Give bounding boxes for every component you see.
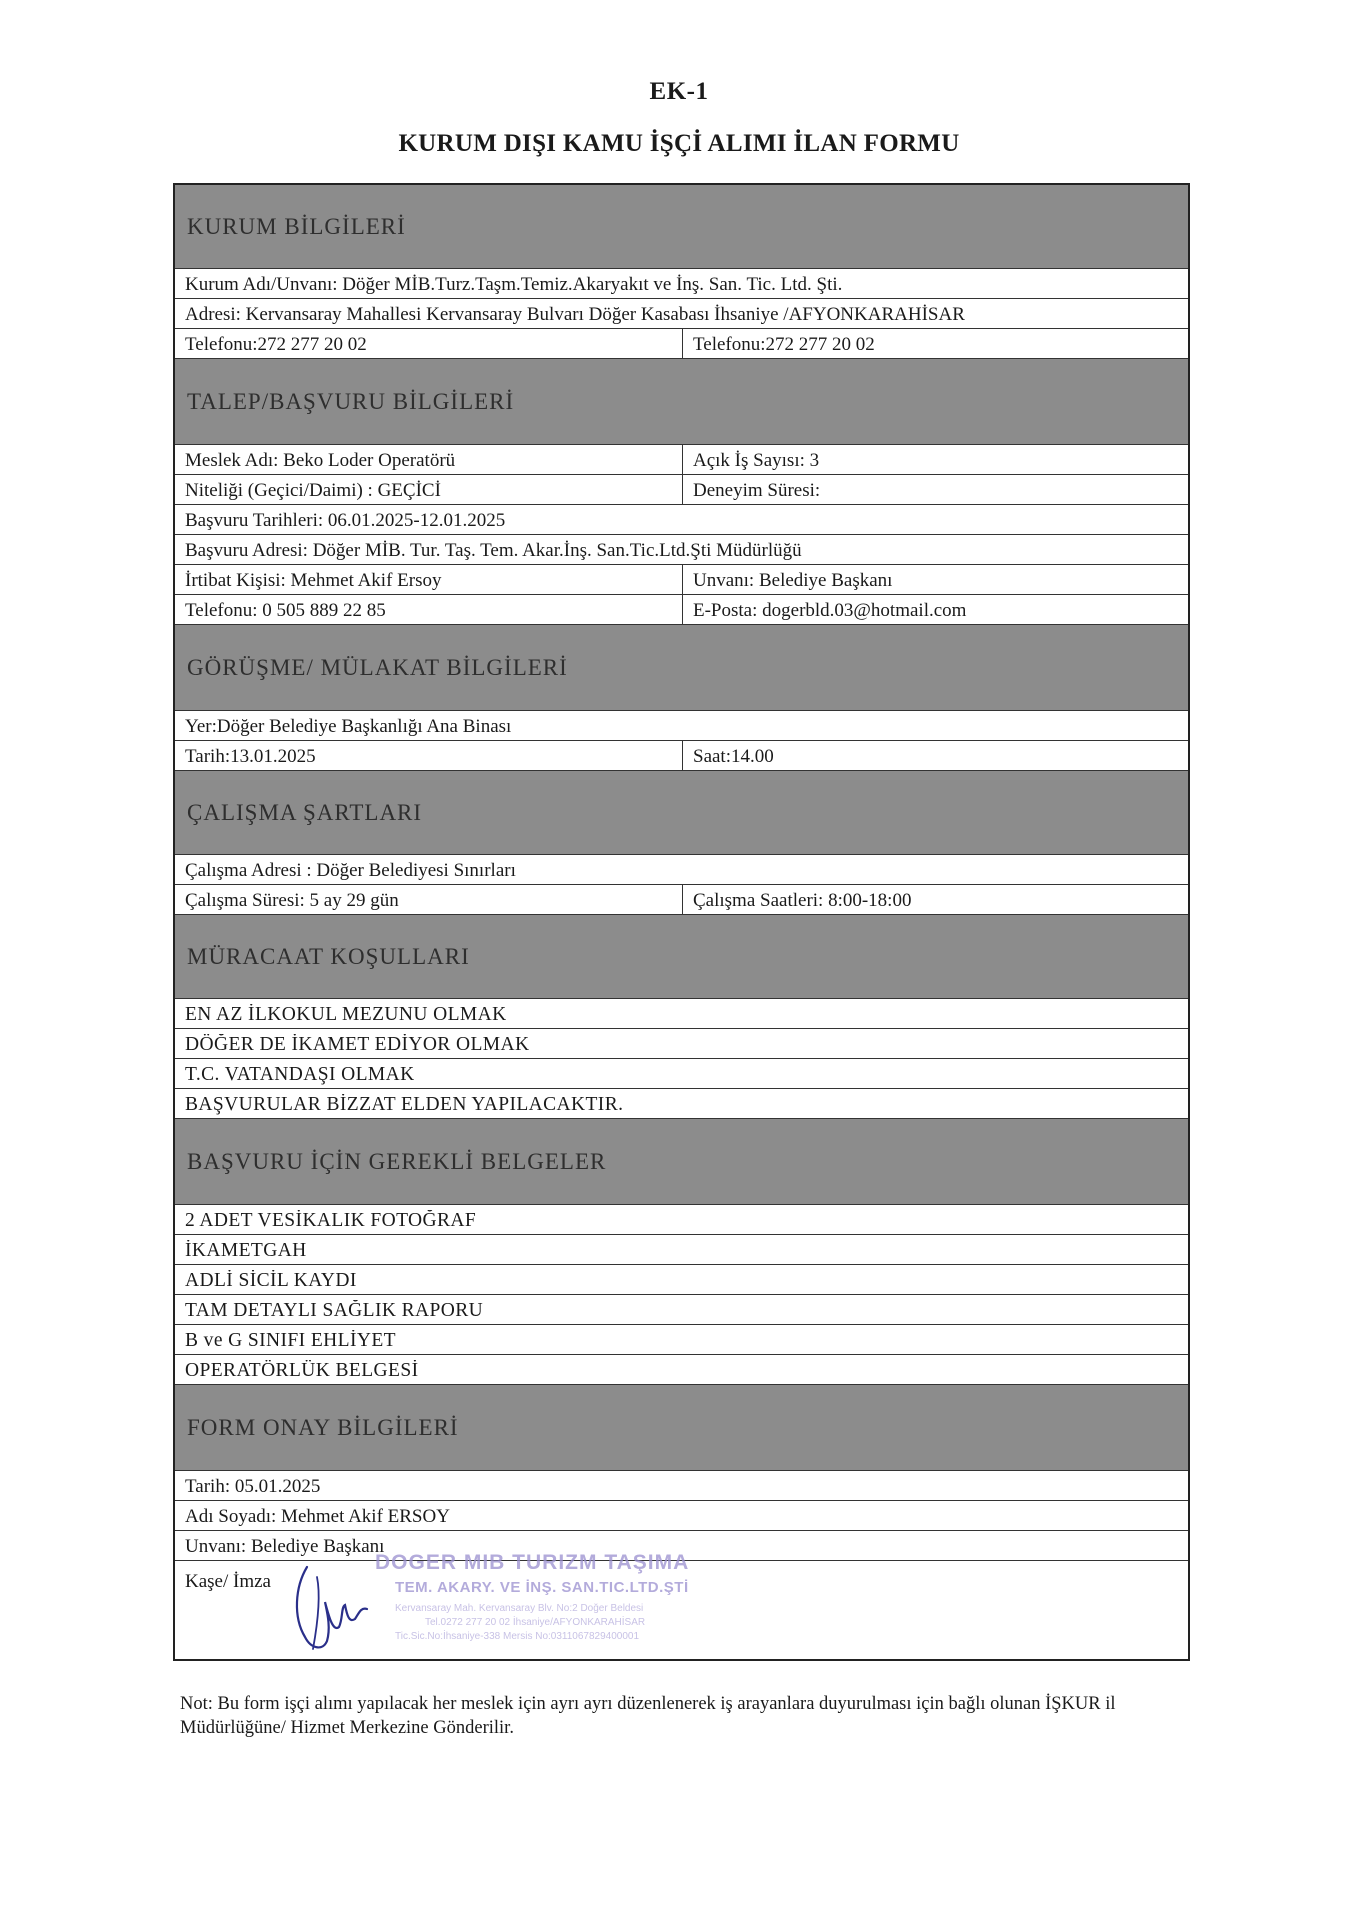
list-item bbox=[175, 1265, 1188, 1295]
stamp-line-4: Tel.0272 277 20 02 İhsaniye/AFYONKARAHİSAR bbox=[425, 1617, 646, 1628]
kurum-name: Kurum Adı/Unvanı: Döğer MİB.Turz.Taşm.Temiz.Akaryakıt ve İnş. San. Tic. Ltd. Şti. bbox=[185, 274, 843, 295]
talep-row-3 bbox=[175, 505, 1188, 535]
nature: Niteliği (Geçici/Daimi) : GEÇİCİ bbox=[175, 475, 683, 504]
calisma-row-1 bbox=[175, 855, 1188, 885]
section-header-muracaat: MÜRACAAT KOŞULLARI bbox=[175, 915, 1188, 999]
annex-label: EK-1 bbox=[649, 78, 709, 105]
kurum-name-row bbox=[175, 269, 1188, 299]
talep-row-1 bbox=[175, 445, 1188, 475]
application-dates: Başvuru Tarihleri: 06.01.2025-12.01.2025 bbox=[185, 510, 506, 531]
contact-phone: Telefonu: 0 505 889 22 85 bbox=[175, 595, 683, 624]
list-item bbox=[175, 1295, 1188, 1325]
stamp-signature-label: Kaşe/ İmza bbox=[185, 1571, 271, 1592]
requirement-4: BAŞVURULAR BİZZAT ELDEN YAPILACAKTIR. bbox=[185, 1094, 624, 1115]
form-title: KURUM DIŞI KAMU İŞÇİ ALIMI İLAN FORMU bbox=[398, 130, 960, 157]
application-address: Başvuru Adresi: Döğer MİB. Tur. Taş. Tem. Akar.İnş. San.Tic.Ltd.Şti Müdürlüğü bbox=[185, 540, 802, 561]
contact-person: İrtibat Kişisi: Mehmet Akif Ersoy bbox=[175, 565, 683, 594]
list-item bbox=[175, 1235, 1188, 1265]
approver-name: Adı Soyadı: Mehmet Akif ERSOY bbox=[185, 1506, 450, 1527]
kurum-address: Adresi: Kervansaray Mahallesi Kervansaray Bulvarı Döğer Kasabası İhsaniye /AFYONKARAHİSAR bbox=[185, 304, 965, 325]
requirement-2: DÖĞER DE İKAMET EDİYOR OLMAK bbox=[185, 1034, 530, 1055]
onay-row-1 bbox=[175, 1471, 1188, 1501]
work-hours: Çalışma Saatleri: 8:00-18:00 bbox=[693, 890, 912, 911]
stamp-signature-row bbox=[175, 1551, 1188, 1659]
talep-row-2 bbox=[175, 475, 1188, 505]
onay-row-2 bbox=[175, 1501, 1188, 1531]
section-header-kurum: KURUM BİLGİLERİ bbox=[175, 185, 1188, 269]
interview-time: Saat:14.00 bbox=[693, 746, 774, 767]
section-header-belgeler: BAŞVURU İÇİN GEREKLİ BELGELER bbox=[175, 1119, 1188, 1205]
approval-date: Tarih: 05.01.2025 bbox=[185, 1476, 321, 1497]
contact-email: E-Posta: dogerbld.03@hotmail.com bbox=[693, 600, 967, 621]
experience: Deneyim Süresi: bbox=[693, 480, 821, 501]
kurum-address-row bbox=[175, 299, 1188, 329]
document-2: İKAMETGAH bbox=[185, 1240, 307, 1261]
talep-row-4 bbox=[175, 535, 1188, 565]
gorusme-row-2 bbox=[175, 741, 1188, 771]
requirement-1: EN AZ İLKOKUL MEZUNU OLMAK bbox=[185, 1004, 507, 1025]
document-5: B ve G SINIFI EHLİYET bbox=[185, 1330, 396, 1351]
talep-row-6 bbox=[175, 595, 1188, 625]
approver-title: Unvanı: Belediye Başkanı bbox=[185, 1536, 385, 1557]
requirement-3: T.C. VATANDAŞI OLMAK bbox=[185, 1064, 415, 1085]
stamp-line-5: Tic.Sic.No:İhsaniye-338 Mersis No:0311067829400001 bbox=[395, 1631, 640, 1642]
section-header-calisma: ÇALIŞMA ŞARTLARI bbox=[175, 771, 1188, 855]
list-item bbox=[175, 1205, 1188, 1235]
gorusme-row-1 bbox=[175, 711, 1188, 741]
work-address: Çalışma Adresi : Döğer Belediyesi Sınırları bbox=[185, 860, 516, 881]
kurum-phone-row bbox=[175, 329, 1188, 359]
stamp-line-2: TEM. AKARY. VE İNŞ. SAN.TIC.LTD.ŞTİ bbox=[395, 1579, 689, 1596]
list-item bbox=[175, 1325, 1188, 1355]
section-header-talep: TALEP/BAŞVURU BİLGİLERİ bbox=[175, 359, 1188, 445]
kurum-phone-right: Telefonu:272 277 20 02 bbox=[693, 334, 875, 355]
document-1: 2 ADET VESİKALIK FOTOĞRAF bbox=[185, 1210, 477, 1231]
stamp-line-3: Kervansaray Mah. Kervansaray Blv. No:2 Doğer Beldesi bbox=[395, 1603, 644, 1614]
document-4: TAM DETAYLI SAĞLIK RAPORU bbox=[185, 1300, 484, 1321]
list-item bbox=[175, 1029, 1188, 1059]
kurum-phone-left: Telefonu:272 277 20 02 bbox=[175, 329, 683, 358]
document-3: ADLİ SİCİL KAYDI bbox=[185, 1270, 357, 1291]
list-item bbox=[175, 1355, 1188, 1385]
list-item bbox=[175, 1089, 1188, 1119]
company-stamp bbox=[365, 1551, 765, 1661]
document-6: OPERATÖRLÜK BELGESİ bbox=[185, 1360, 419, 1381]
occupation: Meslek Adı: Beko Loder Operatörü bbox=[175, 445, 683, 474]
calisma-row-2 bbox=[175, 885, 1188, 915]
announcement-form bbox=[173, 183, 1190, 1661]
list-item bbox=[175, 1059, 1188, 1089]
signature-image bbox=[287, 1557, 377, 1657]
interview-date: Tarih:13.01.2025 bbox=[175, 741, 683, 770]
footer-note: Not: Bu form işçi alımı yapılacak her meslek için ayrı ayrı düzenlenerek iş arayanlara duyurulması için bağlı olunan İŞKUR il Müdürlüğüne/ Hizmet Merkezine Gönderilir. bbox=[180, 1694, 1116, 1738]
work-duration: Çalışma Süresi: 5 ay 29 gün bbox=[175, 885, 683, 914]
interview-place: Yer:Döğer Belediye Başkanlığı Ana Binası bbox=[185, 716, 512, 737]
section-header-onay: FORM ONAY BİLGİLERİ bbox=[175, 1385, 1188, 1471]
contact-title: Unvanı: Belediye Başkanı bbox=[693, 570, 893, 591]
section-header-gorusme: GÖRÜŞME/ MÜLAKAT BİLGİLERİ bbox=[175, 625, 1188, 711]
stamp-line-1: DOGER MIB TURIZM TAŞIMA bbox=[375, 1551, 690, 1574]
list-item bbox=[175, 999, 1188, 1029]
open-jobs: Açık İş Sayısı: 3 bbox=[693, 450, 820, 471]
talep-row-5 bbox=[175, 565, 1188, 595]
